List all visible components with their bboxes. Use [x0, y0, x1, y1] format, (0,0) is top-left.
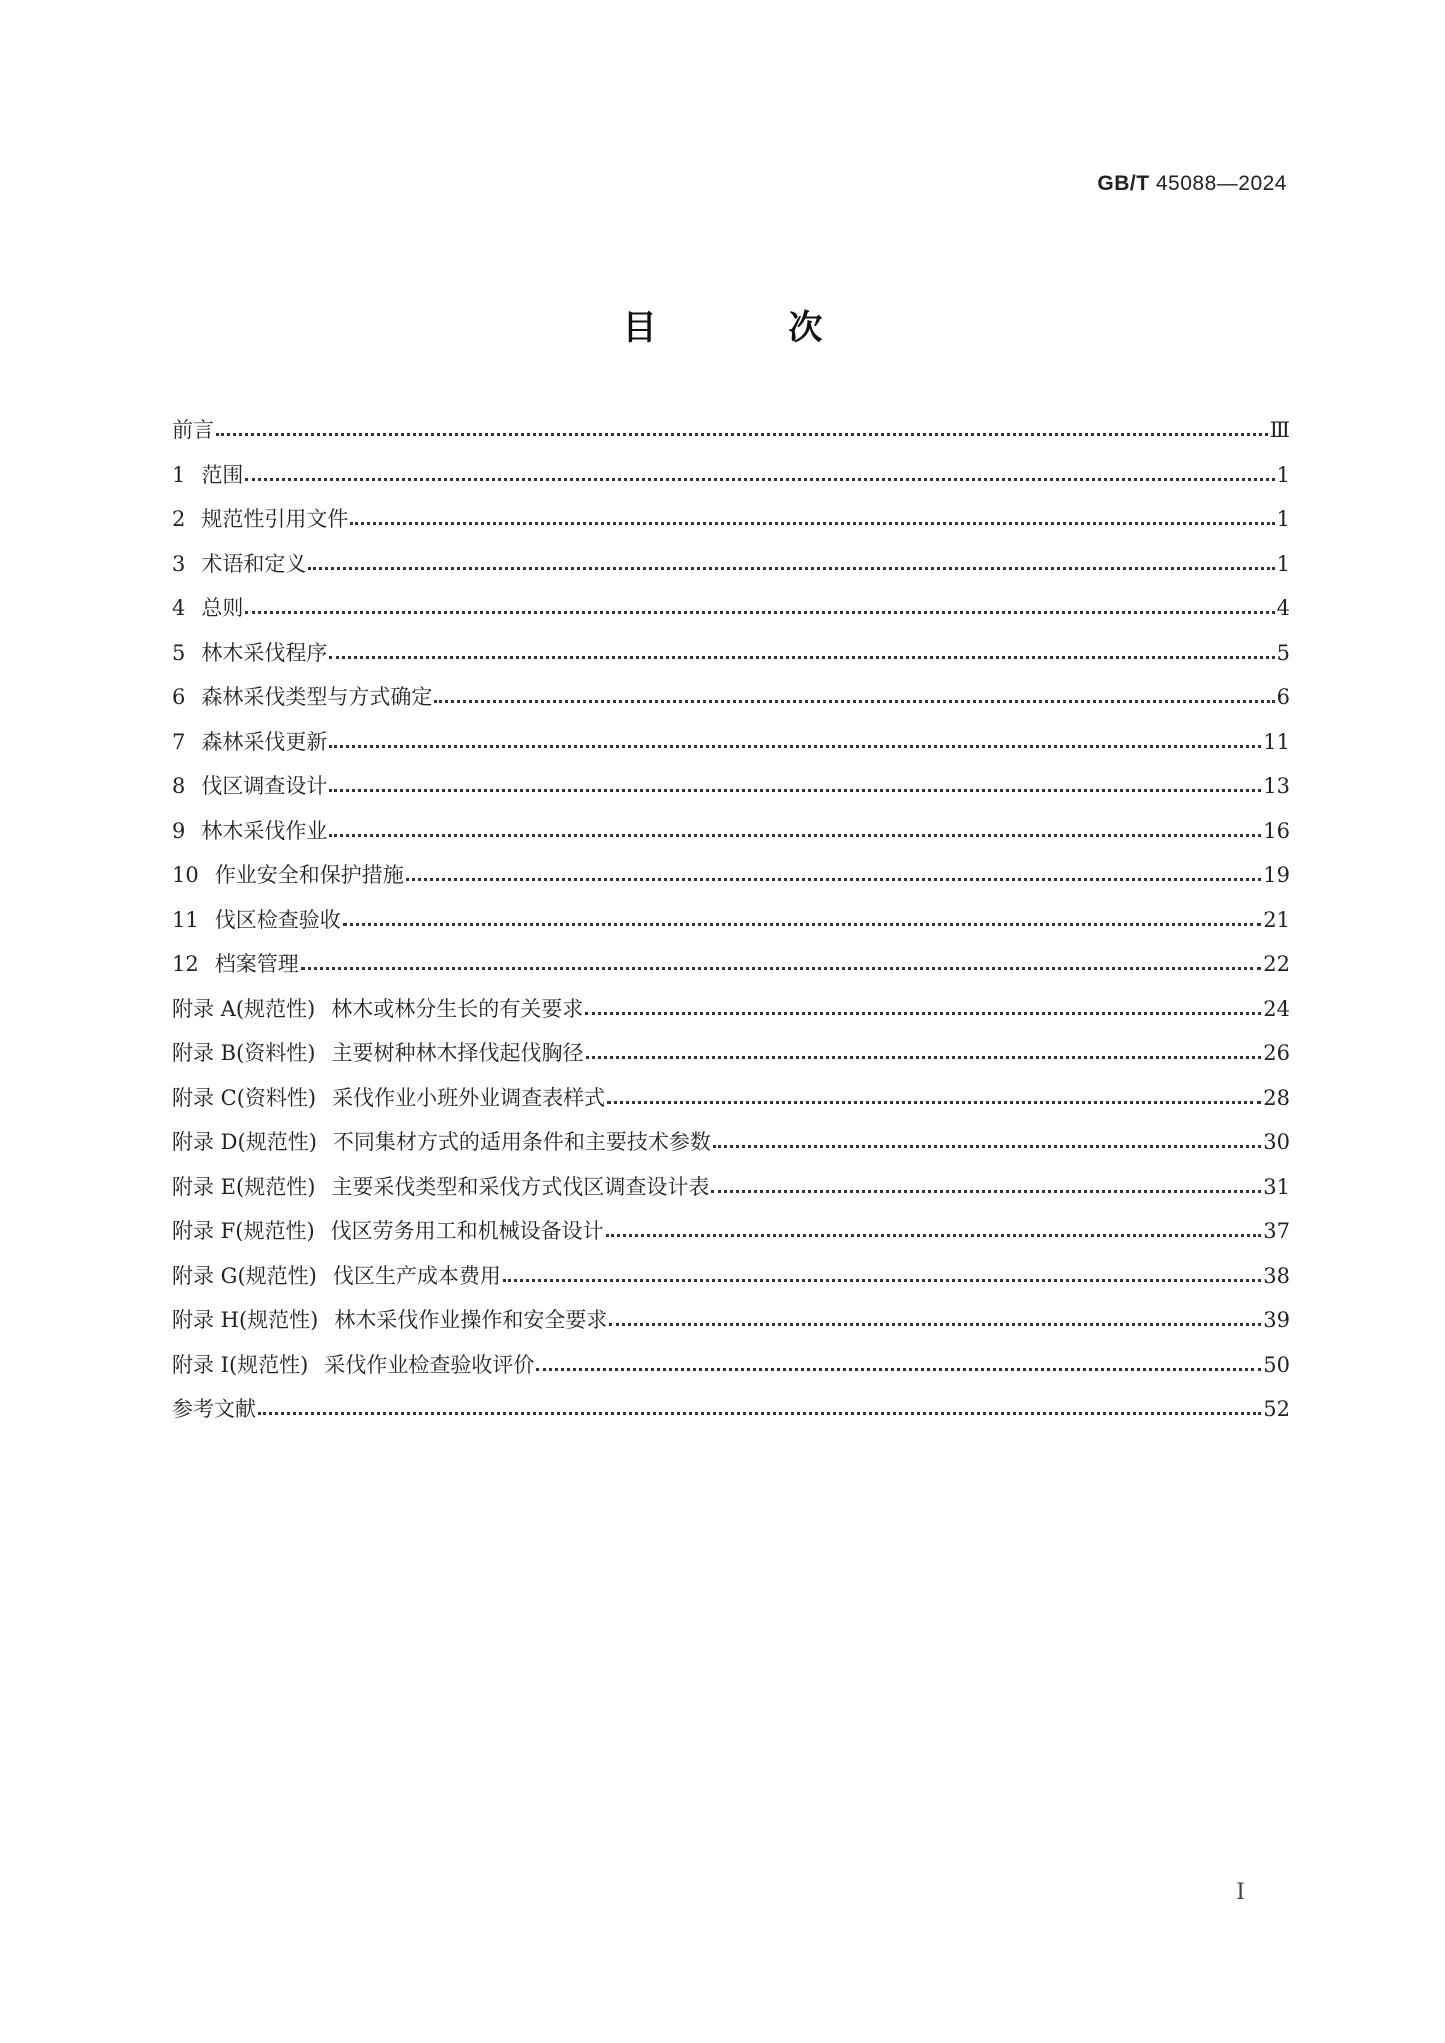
- toc-entry-number: 附录 C(资料性): [172, 1085, 317, 1110]
- toc-leader-dots: [245, 598, 1274, 618]
- toc-entry-label: 森林采伐更新: [201, 729, 328, 754]
- toc-entry[interactable]: [172, 675, 1290, 720]
- table-of-contents: [172, 408, 1290, 1432]
- toc-entry-label: 主要采伐类型和采伐方式伐区调查设计表: [331, 1174, 710, 1199]
- toc-entry-number: 附录 E(规范性): [172, 1174, 316, 1199]
- toc-entry-page: 37: [1263, 1219, 1290, 1243]
- toc-leader-dots: [258, 1399, 1261, 1419]
- toc-entry-page: 39: [1263, 1308, 1290, 1332]
- toc-entry[interactable]: [172, 987, 1290, 1032]
- toc-entry-label: 林木采伐程序: [201, 640, 328, 665]
- toc-leader-dots: [607, 1088, 1261, 1108]
- toc-entry-label: 采伐作业小班外业调查表样式: [332, 1085, 606, 1110]
- toc-entry-label: 总则: [201, 596, 244, 620]
- toc-leader-dots: [406, 865, 1262, 885]
- toc-entry[interactable]: [172, 1076, 1290, 1121]
- toc-entry-number: 附录 I(规范性): [172, 1352, 309, 1377]
- page-number: I: [1236, 1880, 1245, 1905]
- toc-leader-dots: [713, 1132, 1261, 1152]
- toc-entry[interactable]: [172, 764, 1290, 809]
- toc-leader-dots: [536, 1355, 1261, 1375]
- toc-entry[interactable]: [172, 720, 1290, 765]
- toc-entry-label: 林木采伐作业: [201, 818, 328, 843]
- toc-leader-dots: [711, 1177, 1261, 1197]
- toc-entry-number: 1: [172, 462, 186, 487]
- toc-leader-dots: [245, 465, 1274, 485]
- toc-entry[interactable]: [172, 809, 1290, 854]
- toc-entry[interactable]: [172, 408, 1290, 453]
- toc-entry-page: 13: [1263, 774, 1290, 798]
- toc-entry-label: 伐区劳务用工和机械设备设计: [330, 1219, 604, 1243]
- toc-entry[interactable]: [172, 1254, 1290, 1299]
- toc-entry-number: 附录 H(规范性): [172, 1308, 319, 1332]
- toc-entry-label: 林木或林分生长的有关要求: [331, 996, 584, 1021]
- toc-entry-label: 采伐作业检查验收评价: [324, 1352, 535, 1377]
- toc-entry-label: 伐区生产成本费用: [332, 1263, 501, 1288]
- toc-entry-number: 7: [172, 729, 186, 754]
- toc-entry-page: 11: [1263, 729, 1290, 754]
- toc-entry-number: 6: [172, 685, 186, 709]
- toc-entry[interactable]: [172, 1387, 1290, 1432]
- toc-leader-dots: [216, 420, 1268, 440]
- toc-entry-page: 30: [1263, 1130, 1290, 1154]
- toc-entry-page: 5: [1276, 640, 1290, 665]
- toc-entry-page: 38: [1263, 1263, 1290, 1288]
- toc-entry[interactable]: [172, 586, 1290, 631]
- toc-leader-dots: [329, 821, 1261, 841]
- toc-entry[interactable]: [172, 1209, 1290, 1254]
- toc-entry-page: 24: [1263, 996, 1290, 1021]
- toc-entry-number: 5: [172, 640, 186, 665]
- toc-leader-dots: [586, 1043, 1262, 1063]
- toc-entry-number: 附录 F(规范性): [172, 1219, 315, 1243]
- toc-entry[interactable]: [172, 853, 1290, 898]
- toc-entry-number: 8: [172, 774, 186, 798]
- toc-entry-label: 不同集材方式的适用条件和主要技术参数: [332, 1130, 711, 1154]
- toc-leader-dots: [609, 1310, 1261, 1330]
- toc-entry-page: Ⅲ: [1269, 418, 1290, 442]
- toc-leader-dots: [308, 554, 1274, 574]
- toc-entry[interactable]: [172, 453, 1290, 498]
- toc-entry[interactable]: [172, 1031, 1290, 1076]
- toc-entry-label: 范围: [201, 462, 244, 487]
- toc-entry[interactable]: [172, 1120, 1290, 1165]
- toc-entry-label: 参考文献: [172, 1397, 256, 1421]
- toc-entry-number: 附录 A(规范性): [172, 996, 316, 1021]
- toc-entry-number: 12: [172, 952, 199, 976]
- toc-entry-page: 31: [1263, 1174, 1290, 1199]
- toc-entry-label: 伐区检查验收: [214, 907, 341, 932]
- toc-leader-dots: [329, 776, 1261, 796]
- toc-entry[interactable]: [172, 1298, 1290, 1343]
- toc-entry-number: 3: [172, 551, 186, 576]
- toc-entry[interactable]: [172, 898, 1290, 943]
- toc-leader-dots: [434, 687, 1274, 707]
- toc-entry-page: 1: [1276, 551, 1290, 576]
- standard-prefix: GB/T: [1097, 172, 1150, 195]
- toc-entry-page: 1: [1276, 462, 1290, 487]
- toc-entry-number: 附录 B(资料性): [172, 1041, 316, 1065]
- toc-entry[interactable]: [172, 542, 1290, 587]
- toc-leader-dots: [585, 999, 1261, 1019]
- toc-entry-page: 21: [1263, 907, 1290, 932]
- toc-title: 目 次: [622, 308, 883, 348]
- toc-entry-label: 伐区调查设计: [201, 774, 328, 798]
- toc-entry-label: 主要树种林木择伐起伐胸径: [331, 1041, 584, 1065]
- toc-leader-dots: [350, 509, 1274, 529]
- toc-entry-page: 28: [1263, 1085, 1290, 1110]
- toc-entry-page: 19: [1263, 863, 1290, 887]
- toc-entry-number: 10: [172, 863, 199, 887]
- toc-leader-dots: [606, 1221, 1262, 1241]
- toc-leader-dots: [503, 1266, 1261, 1286]
- toc-entry[interactable]: [172, 497, 1290, 542]
- toc-entry-label: 档案管理: [214, 952, 299, 976]
- toc-entry-page: 6: [1276, 685, 1290, 709]
- standard-code: 45088—2024: [1155, 172, 1287, 195]
- toc-leader-dots: [301, 954, 1262, 974]
- toc-entry-label: 规范性引用文件: [201, 507, 349, 531]
- toc-entry-page: 1: [1276, 507, 1290, 531]
- toc-entry-number: 9: [172, 818, 186, 843]
- toc-entry-page: 50: [1263, 1352, 1290, 1377]
- toc-entry-label: 森林采伐类型与方式确定: [201, 685, 433, 709]
- toc-entry-page: 52: [1263, 1397, 1290, 1421]
- toc-entry-label: 林木采伐作业操作和安全要求: [334, 1308, 608, 1332]
- toc-entry[interactable]: [172, 1165, 1290, 1210]
- toc-entry-number: 2: [172, 507, 186, 531]
- toc-leader-dots: [329, 643, 1274, 663]
- toc-leader-dots: [329, 732, 1261, 752]
- toc-entry-label: 术语和定义: [201, 551, 307, 576]
- toc-leader-dots: [343, 910, 1262, 930]
- toc-entry-number: 附录 D(规范性): [172, 1130, 317, 1154]
- toc-entry[interactable]: [172, 631, 1290, 676]
- standard-number: [1097, 172, 1287, 196]
- toc-entry-page: 16: [1263, 818, 1290, 843]
- toc-entry-page: 26: [1263, 1041, 1290, 1065]
- toc-entry[interactable]: [172, 942, 1290, 987]
- toc-entry-number: 4: [172, 596, 186, 620]
- toc-entry-page: 22: [1263, 952, 1290, 976]
- toc-entry-number: 附录 G(规范性): [172, 1263, 317, 1288]
- toc-entry-number: 11: [172, 907, 199, 932]
- toc-entry-page: 4: [1276, 596, 1290, 620]
- toc-entry-label: 作业安全和保护措施: [214, 863, 404, 887]
- toc-entry[interactable]: [172, 1343, 1290, 1388]
- toc-entry-label: 前言: [172, 418, 214, 442]
